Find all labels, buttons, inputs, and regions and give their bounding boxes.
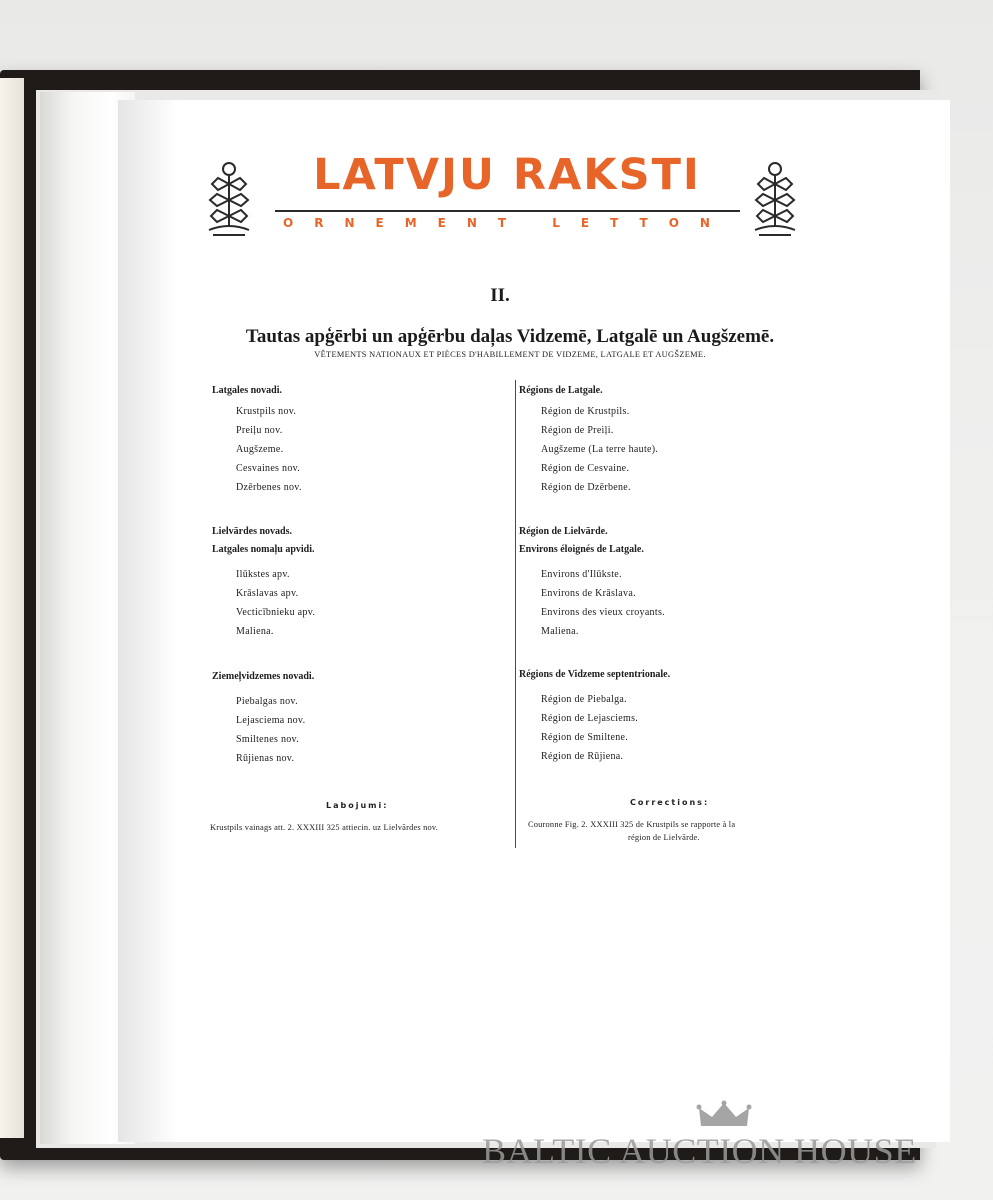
column-divider bbox=[515, 380, 516, 848]
crown-icon bbox=[695, 1100, 753, 1130]
list-item: Maliena. bbox=[541, 626, 579, 637]
list-item: Krustpils nov. bbox=[236, 406, 297, 417]
section-heading: Tautas apģērbi un apģērbu daļas Vidzemē, Latgalē un Augšzemē. bbox=[245, 326, 775, 347]
list-item: Environs des vieux croyants. bbox=[541, 607, 665, 618]
section-latgales-novadi bbox=[212, 381, 512, 497]
list-item: Région de Dzērbene. bbox=[541, 482, 631, 493]
list-item: Dzērbenes nov. bbox=[236, 482, 302, 493]
section-title: Environs éloignés de Latgale. bbox=[519, 544, 644, 555]
corrections-title-lv: Labojumi: bbox=[326, 801, 389, 810]
list-item: Région de Rūjiena. bbox=[541, 751, 624, 762]
section-ziemelvidzemes-novadi bbox=[212, 667, 512, 768]
section-environs-eloignes bbox=[517, 540, 817, 641]
section-region-de-lielvarde bbox=[517, 522, 817, 541]
corrections-text-fr-line2: région de Lielvārde. bbox=[628, 833, 700, 842]
section-latgales-nomalu-apvidi bbox=[212, 540, 512, 641]
page-header bbox=[205, 152, 805, 242]
section-title: Latgales novadi. bbox=[212, 385, 283, 396]
list-item: Augšzeme (La terre haute). bbox=[541, 444, 659, 455]
section-regions-de-vidzeme bbox=[517, 665, 817, 766]
list-item: Cesvaines nov. bbox=[236, 463, 301, 474]
section-subheading: VÊTEMENTS NATIONAUX ET PIÈCES D'HABILLEMENT DE VIDZEME, LATGALE ET AUGŠZEME. bbox=[314, 350, 706, 359]
corrections-text-lv: Krustpils vainags att. 2. XXXIII 325 attiecin. uz Lielvārdes nov. bbox=[210, 823, 439, 832]
list-item: Région de Preiļi. bbox=[541, 425, 614, 436]
list-item: Région de Lejasciems. bbox=[541, 713, 639, 724]
list-item: Ilūkstes apv. bbox=[236, 569, 290, 580]
section-regions-de-latgale bbox=[517, 381, 817, 497]
title-rule bbox=[275, 210, 740, 212]
folk-ornament-icon bbox=[205, 160, 253, 238]
list-item: Région de Krustpils. bbox=[541, 406, 630, 417]
list-item: Vecticībnieku apv. bbox=[236, 607, 316, 618]
list-item: Région de Cesvaine. bbox=[541, 463, 630, 474]
list-item: Krāslavas apv. bbox=[236, 588, 299, 599]
corrections-title-fr: Corrections: bbox=[630, 798, 710, 807]
list-item: Région de Smiltene. bbox=[541, 732, 629, 743]
watermark: BALTIC AUCTION HOUSE bbox=[482, 1131, 917, 1171]
list-item: Augšzeme. bbox=[236, 444, 284, 455]
section-title: Lielvārdes novads. bbox=[212, 526, 293, 537]
list-item: Maliena. bbox=[236, 626, 274, 637]
folk-ornament-icon bbox=[751, 160, 799, 238]
page-title: LATVJU RAKSTI bbox=[313, 150, 701, 200]
page-subtitle: ORNEMENT LETTON bbox=[283, 216, 731, 230]
list-item: Environs de Krāslava. bbox=[541, 588, 636, 599]
section-title: Latgales nomaļu apvidi. bbox=[212, 544, 315, 555]
list-item: Smiltenes nov. bbox=[236, 734, 299, 745]
list-item: Région de Piebalga. bbox=[541, 694, 627, 705]
list-item: Lejasciema nov. bbox=[236, 715, 306, 726]
corrections-text-fr-line1: Couronne Fig. 2. XXXIII 325 de Krustpils se rapporte à la bbox=[528, 820, 736, 829]
list-item: Piebalgas nov. bbox=[236, 696, 298, 707]
page-gutter-shadow bbox=[118, 100, 178, 1142]
list-item: Environs d'Ilūkste. bbox=[541, 569, 622, 580]
list-item: Rūjienas nov. bbox=[236, 753, 295, 764]
section-title: Région de Lielvārde. bbox=[519, 526, 608, 537]
section-title: Ziemeļvidzemes novadi. bbox=[212, 671, 315, 682]
part-number: II. bbox=[490, 285, 510, 306]
section-title: Régions de Vidzeme septentrionale. bbox=[519, 669, 671, 680]
section-lielvardes-novads bbox=[212, 522, 512, 541]
section-title: Régions de Latgale. bbox=[519, 385, 603, 396]
list-item: Preiļu nov. bbox=[236, 425, 283, 436]
left-page-edge bbox=[0, 78, 24, 1138]
